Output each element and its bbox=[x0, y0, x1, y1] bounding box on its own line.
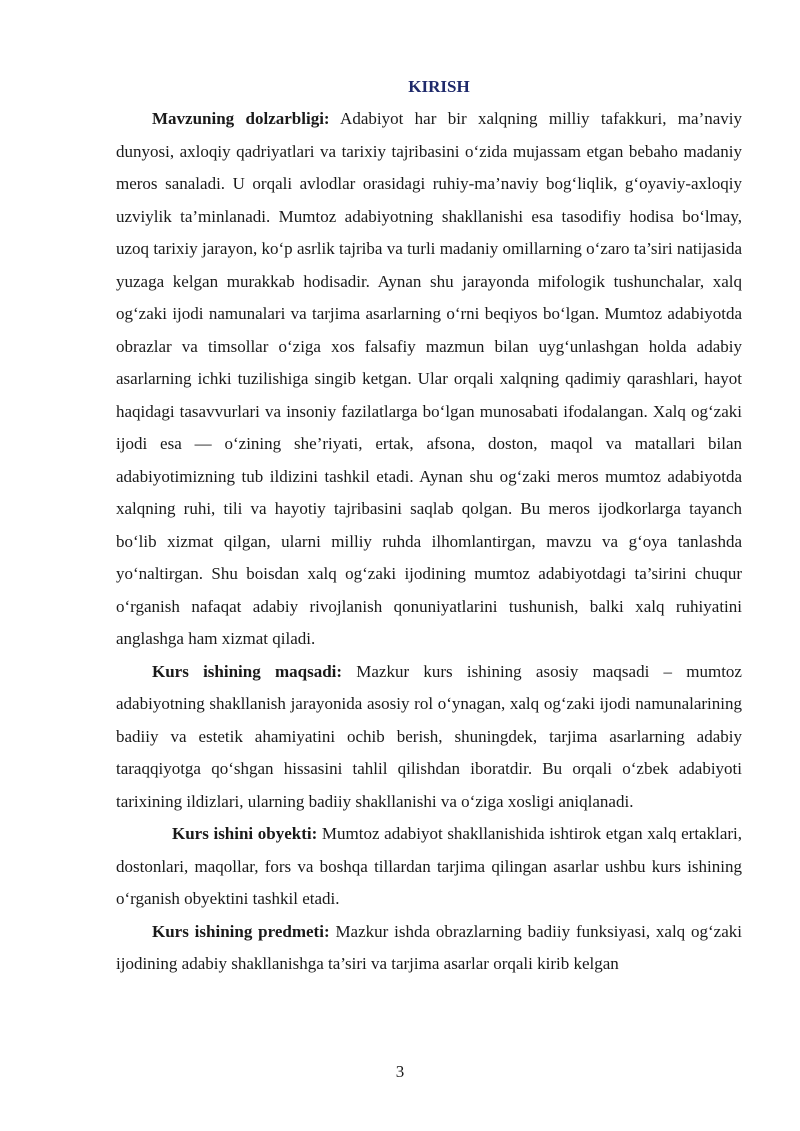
paragraph-object bbox=[116, 818, 742, 916]
paragraph-heading: Kurs ishining predmeti: bbox=[152, 921, 330, 941]
paragraph-relevance bbox=[116, 103, 742, 656]
page-number: 3 bbox=[395, 1062, 405, 1081]
paragraph-text: Mumtoz adabiyot shakllanishida ishtirok etgan xalq ertaklari, dostonlari, maqollar, fors va boshqa tillardan tarjima qilingan asarlar ushbu kurs ishining o‘rganish obyektini tashkil etadi. bbox=[116, 824, 742, 908]
page-title: KIRISH bbox=[408, 77, 470, 96]
paragraph-text: Adabiyot har bir xalqning milliy tafakkuri, ma’naviy dunyosi, axloqiy qadriyatlari va tarixiy tajribasini o‘zida mujassam etgan bebaho madaniy meros sanaladi. U orqali avlodlar orasidagi ruhiy-ma’naviy bog‘liqlik, g‘oyaviy-axloqiy uzviylik ta’minlanadi. Mumtoz adabiyotning shakllanishi esa tasodifiy hodisa bo‘lmay, uzoq tarixiy jarayon, ko‘p asrlik tajriba va turli madaniy omillarning o‘zaro ta’siri natijasida yuzaga kelgan murakkab hodisadir. Aynan shu jarayonda mifologik tushunchalar, xalq og‘zaki ijodi namunalari va tarjima asarlarning o‘rni beqiyos bo‘lgan. Mumtoz adabiyotda obrazlar va timsollar o‘ziga xos falsafiy mazmun bilan uyg‘unlashgan holda adabiy asarlarning ichki tuzilishiga singib ketgan. Ular orqali xalqning qadimiy qarashlari, hayot haqidagi tasavvurlari va insoniy fazilatlarga bo‘lgan munosabati ifodalangan. Xalq og‘zaki ijodi esa — o‘zining she’riyati, ertak, afsona, doston, maqol va matallari bilan adabiyotimizning tub ildizini tashkil etadi. Aynan shu og‘zaki meros mumtoz adabiyotda xalqning ruhi, tili va hayotiy tajribasini saqlab qolgan. Bu meros ijodkorlarga tayanch bo‘lib xizmat qilgan, ularni milliy ruhda ilhomlantirgan, mavzu va g‘oya tanlashda yo‘naltirgan. Shu boisdan xalq og‘zaki ijodining mumtoz adabiyotdagi ta’sirini chuqur o‘rganish nafaqat adabiy rivojlanish qonuniyatlarini tushunish, balki xalq ruhiyatini anglashga ham xizmat qiladi. bbox=[116, 109, 743, 648]
paragraph-text: Mazkur kurs ishining asosiy maqsadi – mumtoz adabiyotning shakllanish jarayonida asosiy rol o‘ynagan, xalq og‘zaki ijodi namunalarining badiiy va estetik ahamiyatini ochib berish, shuningdek, tarjima asarlarning adabiy taraqqiyotga qo‘shgan hissasini tahlil qilishdan iboratdir. Bu orqali o‘zbek adabiyoti tarixining ildizlari, ularning badiiy shakllanishi va o‘ziga xosligi aniqlanadi. bbox=[116, 661, 742, 811]
paragraph-heading: Kurs ishining maqsadi: bbox=[152, 661, 343, 681]
paragraph-heading: Mavzuning dolzarbligi: bbox=[152, 109, 330, 128]
paragraph-subject bbox=[116, 916, 742, 981]
paragraph-text: Mazkur ishda obrazlarning badiiy funksiyasi, xalq og‘zaki ijodining adabiy shakllanishga ta’siri va tarjima asarlar orqali kirib kelgan bbox=[116, 921, 742, 973]
paragraph-goal bbox=[116, 656, 742, 819]
document-page bbox=[116, 75, 742, 981]
paragraph-heading: Kurs ishini obyekti: bbox=[172, 824, 318, 843]
